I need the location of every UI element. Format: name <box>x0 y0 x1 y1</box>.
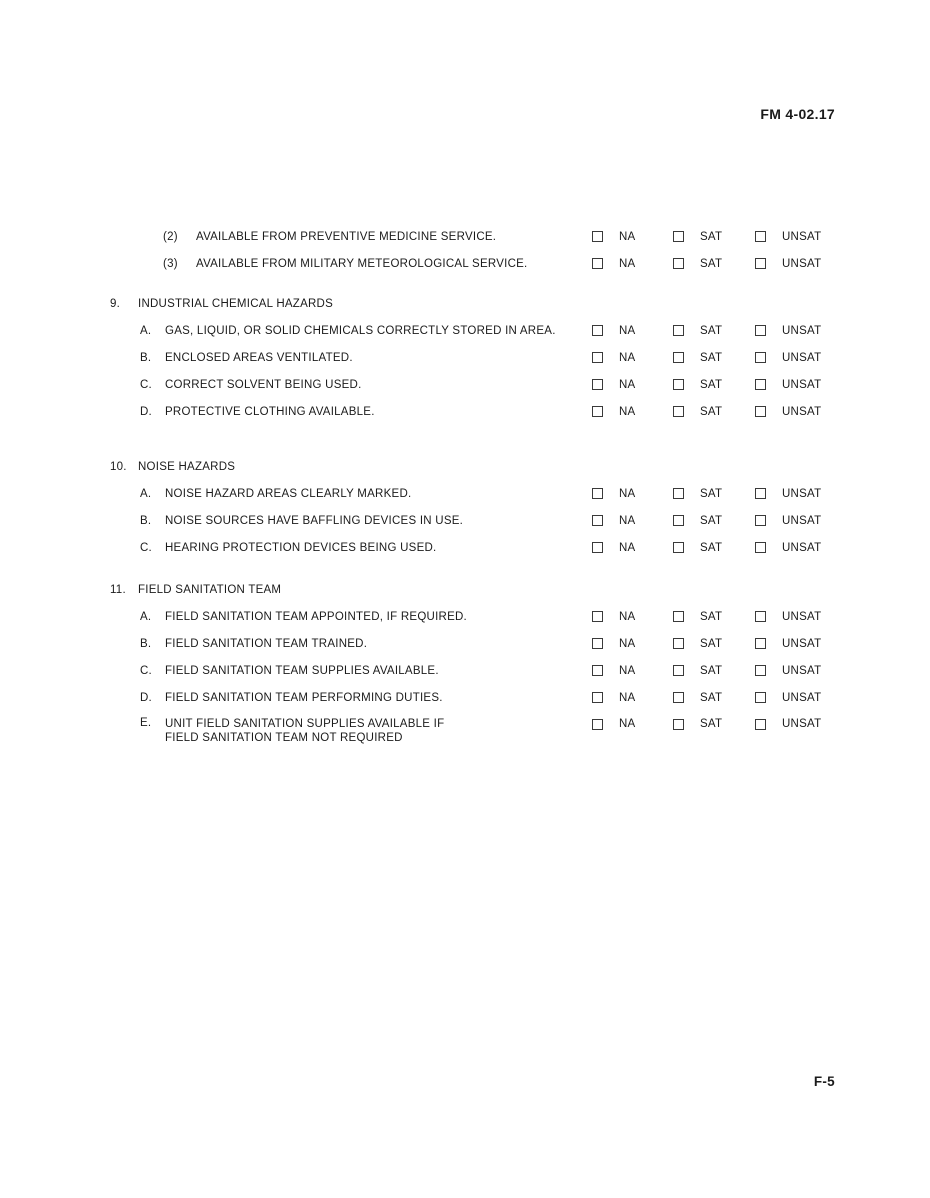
option-label-na: NA <box>619 378 636 391</box>
document-title: FM 4-02.17 <box>760 106 835 122</box>
option-unsat <box>755 406 821 418</box>
option-label-na: NA <box>619 230 636 243</box>
item-prefix: (2) <box>163 230 178 243</box>
checkbox-sat[interactable] <box>673 611 684 622</box>
option-label-sat: SAT <box>700 257 723 270</box>
option-na <box>592 352 635 364</box>
checklist-row <box>0 630 930 657</box>
option-unsat <box>755 258 821 270</box>
option-na <box>592 379 635 391</box>
checklist-row <box>0 657 930 684</box>
option-label-unsat: UNSAT <box>782 257 822 270</box>
checklist <box>0 223 930 752</box>
checkbox-sat[interactable] <box>673 406 684 417</box>
option-na <box>592 638 635 650</box>
option-unsat <box>755 665 821 677</box>
checkbox-unsat[interactable] <box>755 352 766 363</box>
item-text <box>165 664 439 678</box>
item-text-line: ENCLOSED AREAS VENTILATED. <box>165 351 353 364</box>
checklist-row <box>0 603 930 630</box>
item-text-line: FIELD SANITATION TEAM PERFORMING DUTIES. <box>165 691 443 704</box>
option-label-na: NA <box>619 718 636 730</box>
item-text-line: AVAILABLE FROM PREVENTIVE MEDICINE SERVICE. <box>196 230 497 243</box>
option-label-unsat: UNSAT <box>782 487 822 500</box>
checkbox-na[interactable] <box>592 406 603 417</box>
option-label-na: NA <box>619 487 636 500</box>
item-text <box>196 230 496 244</box>
option-label-na: NA <box>619 324 636 337</box>
checkbox-unsat[interactable] <box>755 611 766 622</box>
option-na <box>592 488 635 500</box>
item-text <box>196 257 528 271</box>
checkbox-unsat[interactable] <box>755 258 766 269</box>
section-title: FIELD SANITATION TEAM <box>138 583 282 596</box>
option-label-sat: SAT <box>700 541 723 554</box>
checklist-row <box>0 711 930 752</box>
option-sat <box>673 515 722 527</box>
option-label-na: NA <box>619 637 636 650</box>
option-unsat <box>755 231 821 243</box>
checkbox-sat[interactable] <box>673 352 684 363</box>
option-label-sat: SAT <box>700 324 723 337</box>
checkbox-sat[interactable] <box>673 542 684 553</box>
item-text-line: NOISE HAZARD AREAS CLEARLY MARKED. <box>165 487 412 500</box>
checkbox-na[interactable] <box>592 231 603 242</box>
option-sat <box>673 325 722 337</box>
option-sat <box>673 692 722 704</box>
item-text <box>165 514 463 528</box>
checkbox-sat[interactable] <box>673 665 684 676</box>
option-sat <box>673 638 722 650</box>
item-prefix: B. <box>140 637 152 650</box>
checkbox-na[interactable] <box>592 611 603 622</box>
item-text <box>165 691 443 705</box>
checkbox-na[interactable] <box>592 258 603 269</box>
checkbox-na[interactable] <box>592 665 603 676</box>
option-sat <box>673 488 722 500</box>
checklist-row <box>0 371 930 398</box>
option-sat <box>673 258 722 270</box>
option-label-unsat: UNSAT <box>782 691 822 704</box>
item-text <box>165 541 436 555</box>
item-text-line: HEARING PROTECTION DEVICES BEING USED. <box>165 541 437 554</box>
option-label-unsat: UNSAT <box>782 514 822 527</box>
checkbox-sat[interactable] <box>673 231 684 242</box>
item-text-line: NOISE SOURCES HAVE BAFFLING DEVICES IN USE. <box>165 514 464 527</box>
option-unsat <box>755 542 821 554</box>
checkbox-sat[interactable] <box>673 515 684 526</box>
option-unsat <box>755 379 821 391</box>
option-label-na: NA <box>619 610 636 623</box>
option-label-sat: SAT <box>700 610 723 623</box>
item-text-line: FIELD SANITATION TEAM SUPPLIES AVAILABLE. <box>165 664 439 677</box>
checklist-row <box>0 684 930 711</box>
checkbox-unsat[interactable] <box>755 379 766 390</box>
option-unsat <box>755 718 821 730</box>
item-text <box>165 610 467 624</box>
option-na <box>592 325 635 337</box>
checkbox-na[interactable] <box>592 638 603 649</box>
checkbox-na[interactable] <box>592 719 603 730</box>
option-na <box>592 258 635 270</box>
checkbox-sat[interactable] <box>673 258 684 269</box>
checklist-row <box>0 223 930 250</box>
checkbox-sat[interactable] <box>673 488 684 499</box>
option-na <box>592 611 635 623</box>
item-prefix: D. <box>140 691 152 704</box>
item-prefix: E. <box>140 717 152 729</box>
option-label-sat: SAT <box>700 718 723 730</box>
checklist-row <box>0 317 930 344</box>
option-label-na: NA <box>619 691 636 704</box>
option-sat <box>673 542 722 554</box>
section-title: INDUSTRIAL CHEMICAL HAZARDS <box>138 297 334 310</box>
option-na <box>592 718 635 730</box>
option-label-na: NA <box>619 541 636 554</box>
checklist-row <box>0 507 930 534</box>
section-number: 10. <box>110 460 127 473</box>
checklist-row <box>0 398 930 425</box>
option-label-unsat: UNSAT <box>782 541 822 554</box>
option-label-sat: SAT <box>700 487 723 500</box>
option-na <box>592 542 635 554</box>
checkbox-na[interactable] <box>592 488 603 499</box>
item-text-line: CORRECT SOLVENT BEING USED. <box>165 378 362 391</box>
checklist-row <box>0 480 930 507</box>
item-text <box>165 717 444 745</box>
option-sat <box>673 231 722 243</box>
item-text-line: GAS, LIQUID, OR SOLID CHEMICALS CORRECTLY STORED IN AREA. <box>165 324 556 337</box>
item-prefix: C. <box>140 664 152 677</box>
item-text-line: FIELD SANITATION TEAM NOT REQUIRED <box>165 732 403 744</box>
section-title: NOISE HAZARDS <box>138 460 236 473</box>
option-na <box>592 515 635 527</box>
checkbox-sat[interactable] <box>673 379 684 390</box>
section-heading <box>0 576 930 603</box>
checklist-row <box>0 534 930 561</box>
option-label-unsat: UNSAT <box>782 230 822 243</box>
option-sat <box>673 718 722 730</box>
checkbox-unsat[interactable] <box>755 488 766 499</box>
item-prefix: D. <box>140 405 152 418</box>
checkbox-unsat[interactable] <box>755 719 766 730</box>
section-number: 11. <box>110 583 126 596</box>
option-label-sat: SAT <box>700 230 723 243</box>
option-label-na: NA <box>619 405 636 418</box>
item-prefix: A. <box>140 610 152 623</box>
option-label-unsat: UNSAT <box>782 405 822 418</box>
option-unsat <box>755 325 821 337</box>
checkbox-na[interactable] <box>592 352 603 363</box>
option-label-sat: SAT <box>700 405 723 418</box>
option-unsat <box>755 692 821 704</box>
item-prefix: C. <box>140 541 152 554</box>
option-label-na: NA <box>619 351 636 364</box>
section-heading <box>0 290 930 317</box>
option-label-unsat: UNSAT <box>782 718 822 730</box>
option-sat <box>673 665 722 677</box>
option-sat <box>673 379 722 391</box>
option-label-sat: SAT <box>700 691 723 704</box>
option-na <box>592 231 635 243</box>
checkbox-na[interactable] <box>592 379 603 390</box>
page-number: F-5 <box>813 1074 835 1089</box>
option-na <box>592 665 635 677</box>
item-text-line: UNIT FIELD SANITATION SUPPLIES AVAILABLE IF <box>165 718 445 730</box>
option-label-unsat: UNSAT <box>782 378 822 391</box>
item-prefix: (3) <box>163 257 178 270</box>
checkbox-na[interactable] <box>592 692 603 703</box>
option-label-na: NA <box>619 514 636 527</box>
item-prefix: B. <box>140 351 152 364</box>
checkbox-sat[interactable] <box>673 325 684 336</box>
item-text <box>165 324 556 338</box>
section-number: 9. <box>110 297 121 310</box>
option-label-na: NA <box>619 664 636 677</box>
option-na <box>592 692 635 704</box>
item-prefix: A. <box>140 324 152 337</box>
item-text <box>165 378 362 392</box>
option-sat <box>673 352 722 364</box>
option-label-unsat: UNSAT <box>782 324 822 337</box>
checkbox-unsat[interactable] <box>755 542 766 553</box>
checkbox-na[interactable] <box>592 515 603 526</box>
option-na <box>592 406 635 418</box>
option-unsat <box>755 638 821 650</box>
checkbox-unsat[interactable] <box>755 325 766 336</box>
checkbox-unsat[interactable] <box>755 406 766 417</box>
item-text-line: FIELD SANITATION TEAM APPOINTED, IF REQUIRED. <box>165 610 467 623</box>
option-label-unsat: UNSAT <box>782 351 822 364</box>
option-label-sat: SAT <box>700 351 723 364</box>
option-label-sat: SAT <box>700 637 723 650</box>
option-sat <box>673 611 722 623</box>
item-prefix: B. <box>140 514 152 527</box>
item-text-line: FIELD SANITATION TEAM TRAINED. <box>165 637 368 650</box>
item-text-line: AVAILABLE FROM MILITARY METEOROLOGICAL SERVICE. <box>196 257 528 270</box>
item-text-line: PROTECTIVE CLOTHING AVAILABLE. <box>165 405 375 418</box>
option-label-na: NA <box>619 257 636 270</box>
checkbox-unsat[interactable] <box>755 692 766 703</box>
option-label-unsat: UNSAT <box>782 610 822 623</box>
section-heading <box>0 453 930 480</box>
checklist-row <box>0 344 930 371</box>
option-unsat <box>755 515 821 527</box>
option-label-unsat: UNSAT <box>782 637 822 650</box>
checklist-row <box>0 250 930 277</box>
option-sat <box>673 406 722 418</box>
checkbox-unsat[interactable] <box>755 515 766 526</box>
option-unsat <box>755 488 821 500</box>
checkbox-unsat[interactable] <box>755 665 766 676</box>
option-label-sat: SAT <box>700 378 723 391</box>
checkbox-na[interactable] <box>592 542 603 553</box>
checkbox-na[interactable] <box>592 325 603 336</box>
item-text <box>165 487 411 501</box>
option-unsat <box>755 611 821 623</box>
option-label-unsat: UNSAT <box>782 664 822 677</box>
item-prefix: A. <box>140 487 152 500</box>
checkbox-sat[interactable] <box>673 638 684 649</box>
checkbox-sat[interactable] <box>673 719 684 730</box>
item-text <box>165 637 367 651</box>
option-unsat <box>755 352 821 364</box>
item-text <box>165 351 353 365</box>
item-prefix: C. <box>140 378 152 391</box>
option-label-sat: SAT <box>700 514 723 527</box>
option-label-sat: SAT <box>700 664 723 677</box>
checkbox-sat[interactable] <box>673 692 684 703</box>
item-text <box>165 405 375 419</box>
checkbox-unsat[interactable] <box>755 638 766 649</box>
checkbox-unsat[interactable] <box>755 231 766 242</box>
